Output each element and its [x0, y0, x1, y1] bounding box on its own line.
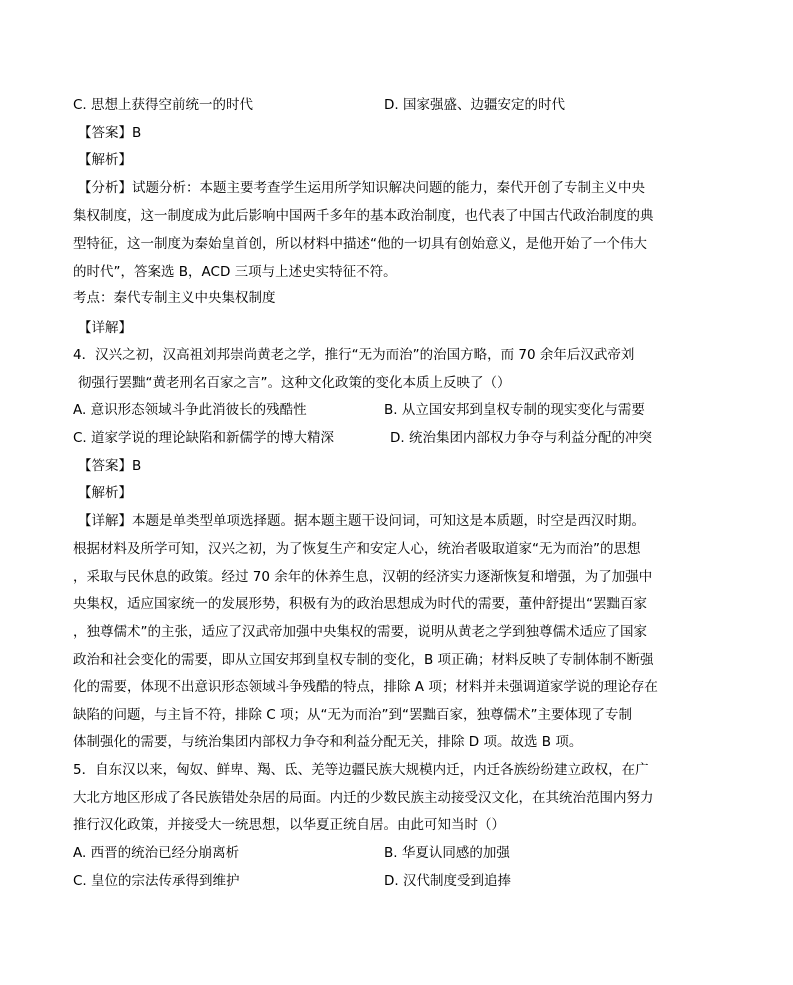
q4-analysis-label: 【解析】	[78, 485, 132, 501]
q4-stem-line: 彻强行罢黜“黄老刑名百家之言”。这种文化政策的变化本质上反映了（）	[78, 375, 511, 391]
q4-answer: 【答案】B	[78, 458, 142, 474]
prev-detail-label: 【详解】	[78, 320, 132, 336]
q4-detail-line: 体制强化的需要，与统治集团内部权力争夺和利益分配无关，排除 D 项。故选 B 项。	[73, 734, 583, 750]
q4-option-a: A. 意识形态领域斗争此消彼长的残酷性	[73, 402, 307, 418]
q4-detail-line: 根据材料及所学可知，汉兴之初，为了恢复生产和安定人心，统治者吸取道家“无为而治”的思想	[73, 541, 641, 557]
q4-detail-line: 政治和社会变化的需要，即从立国安邦到皇权专制的变化，B 项正确；材料反映了专制体制不断强	[73, 652, 654, 668]
q4-detail-line: 【详解】本题是单类型单项选择题。据本题主题干设问词，可知这是本质题，时空是西汉时期。	[78, 513, 645, 529]
q5-stem-line: 推行汉化政策，并接受大一统思想，以华夏正统自居。由此可知当时（）	[73, 817, 505, 833]
q4-detail-line: 央集权，适应国家统一的发展形势，积极有为的政治思想成为时代的需要，董仲舒提出“罢黜百家	[73, 596, 647, 612]
prev-analysis-line: 集权制度，这一制度成为此后影响中国两千多年的基本政治制度，也代表了中国古代政治制度的典	[73, 208, 654, 224]
prev-analysis-line: 【分析】试题分析：本题主要考查学生运用所学知识解决问题的能力，秦代开创了专制主义中央	[78, 180, 645, 196]
q4-stem-line: 4．汉兴之初，汉高祖刘邦崇尚黄老之学，推行“无为而治”的治国方略，而 70 余年后汉武帝刘	[73, 347, 635, 363]
prev-analysis-label: 【解析】	[78, 152, 132, 168]
q4-detail-line: 缺陷的问题，与主旨不符，排除 C 项；从“无为而治”到“罢黜百家，独尊儒术”主要体现了专制	[73, 707, 632, 723]
q5-option-d: D. 汉代制度受到追捧	[384, 873, 511, 889]
q5-option-a: A. 西晋的统治已经分崩离析	[73, 845, 240, 861]
q4-detail-line: ，独尊儒术”的主张，适应了汉武帝加强中央集权的需要，说明从黄老之学到独尊儒术适应了国家	[73, 624, 647, 640]
q4-detail-line: 化的需要，体现不出意识形态领域斗争残酷的特点，排除 A 项；材料并未强调道家学说的理论存在	[73, 679, 658, 695]
q4-detail-line: ，采取与民休息的政策。经过 70 余年的休养生息，汉朝的经济实力逐渐恢复和增强，为了加强中	[73, 569, 653, 585]
q5-stem-line: 5．自东汉以来，匈奴、鲜卑、羯、氐、羌等边疆民族大规模内迁，内迁各族纷纷建立政权，在广	[73, 762, 649, 778]
q5-option-c: C. 皇位的宗法传承得到维护	[73, 873, 240, 889]
prev-option-c: C. 思想上获得空前统一的时代	[73, 97, 254, 113]
prev-analysis-line: 型特征，这一制度为秦始皇首创，所以材料中描述“他的一切具有创始意义，是他开始了一个伟大	[73, 236, 647, 252]
prev-analysis-line: 的时代”，答案选 B，ACD 三项与上述史实特征不符。	[73, 264, 397, 280]
prev-answer: 【答案】B	[78, 125, 142, 141]
q4-option-b: B. 从立国安邦到皇权专制的现实变化与需要	[384, 402, 645, 418]
q4-option-d: D. 统治集团内部权力争夺与利益分配的冲突	[390, 430, 652, 446]
q4-option-c: C. 道家学说的理论缺陷和新儒学的博大精深	[73, 430, 335, 446]
prev-option-d: D. 国家强盛、边疆安定的时代	[384, 97, 565, 113]
q5-option-b: B. 华夏认同感的加强	[384, 845, 510, 861]
prev-kaodian: 考点：秦代专制主义中央集权制度	[73, 290, 276, 306]
q5-stem-line: 大北方地区形成了各民族错处杂居的局面。内迁的少数民族主动接受汉文化，在其统治范围内努力	[73, 790, 654, 806]
